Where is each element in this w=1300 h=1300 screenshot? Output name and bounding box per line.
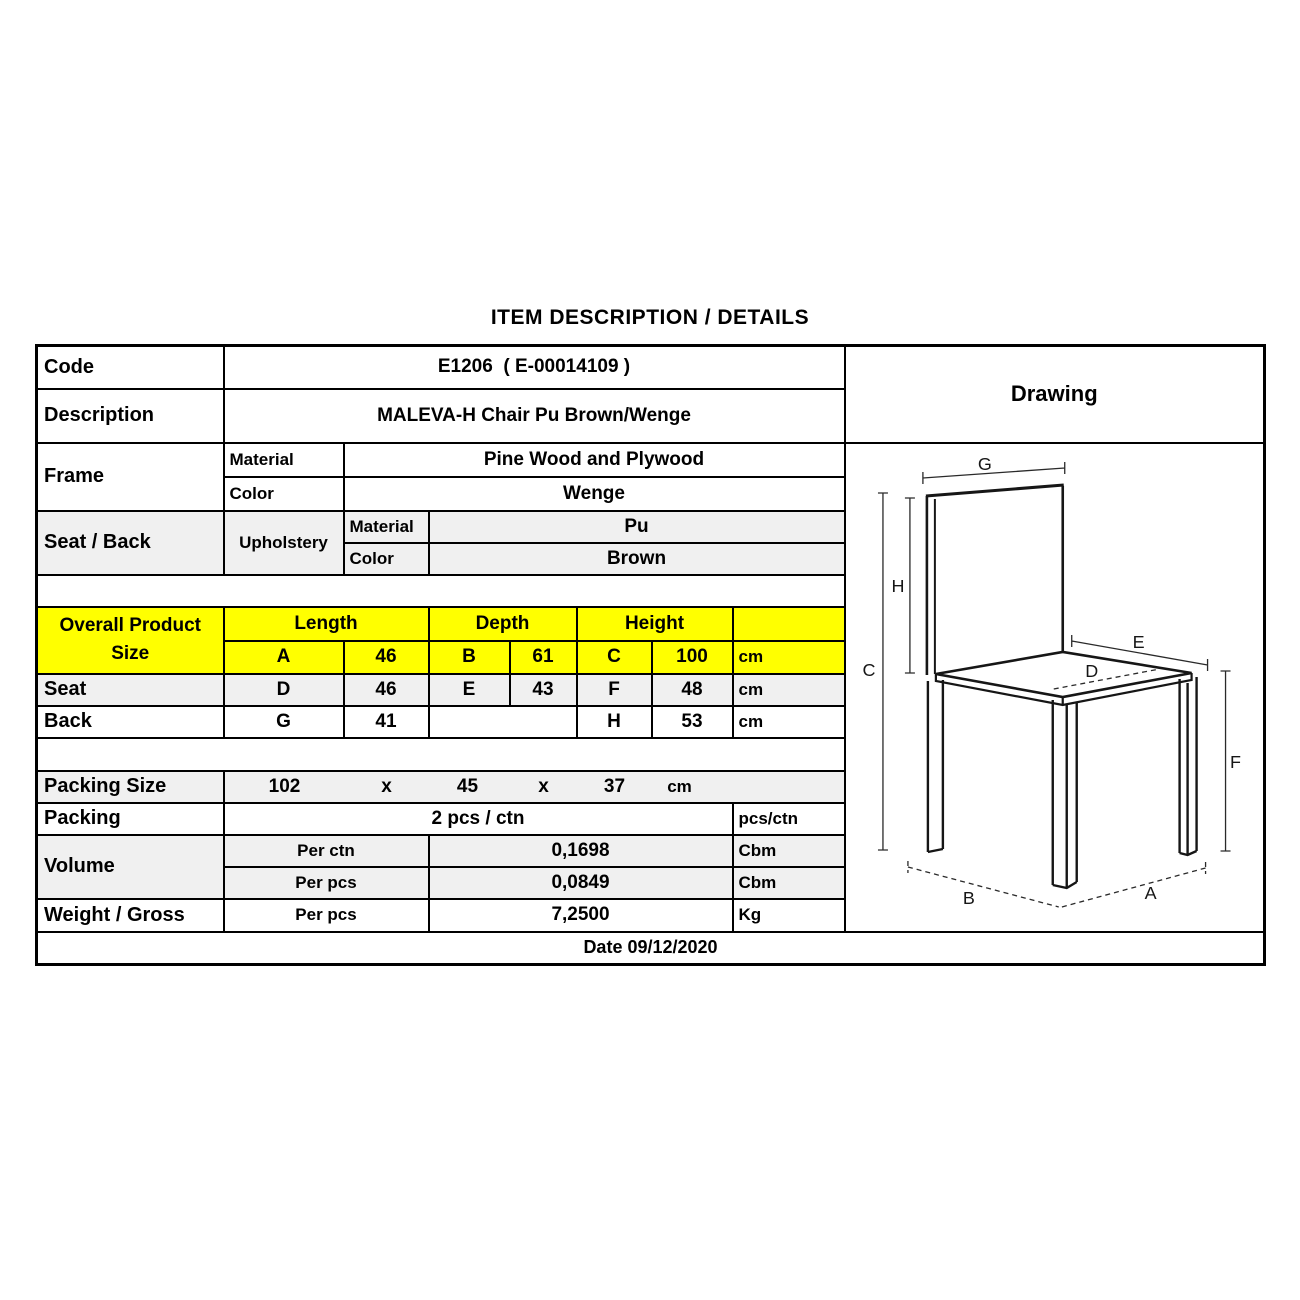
empty-cell xyxy=(429,706,577,738)
volume-per-ctn-value: 0,1698 xyxy=(429,835,733,867)
code-label: Code xyxy=(37,346,224,389)
dimension-label-d: D xyxy=(1084,660,1098,681)
overall-length-value: 46 xyxy=(344,641,429,674)
weight-value: 7,2500 xyxy=(429,899,733,932)
frame-material-row xyxy=(37,443,1265,477)
drawing-panel xyxy=(845,443,1265,932)
volume-label: Volume xyxy=(37,835,224,899)
volume-per-pcs-value: 0,0849 xyxy=(429,867,733,899)
empty-cell xyxy=(37,738,845,771)
chair-drawing xyxy=(846,444,1264,931)
frame-material-label: Material xyxy=(224,443,344,477)
chair-leg-right xyxy=(1179,677,1196,855)
volume-per-pcs-unit: Cbm xyxy=(733,867,845,899)
seatback-material-label: Material xyxy=(344,511,429,543)
date-row xyxy=(37,932,1265,965)
back-height-key: H xyxy=(577,706,652,738)
dimension-label-g: G xyxy=(977,453,992,474)
dimension-label-h: H xyxy=(890,575,904,596)
seatback-label: Seat / Back xyxy=(37,511,224,575)
seat-height-value: 48 xyxy=(652,674,733,706)
empty-cell xyxy=(733,607,845,641)
frame-color-label: Color xyxy=(224,477,344,511)
seat-length-key: D xyxy=(224,674,344,706)
seat-label: Seat xyxy=(37,674,224,706)
dimension-label-f: F xyxy=(1229,751,1241,772)
overall-height-key: C xyxy=(577,641,652,674)
code-row xyxy=(37,346,1265,389)
weight-unit: Kg xyxy=(733,899,845,932)
date-value: Date 09/12/2020 xyxy=(37,932,1265,965)
upholstery-label: Upholstery xyxy=(224,511,344,575)
overall-length-key: A xyxy=(224,641,344,674)
dimension-line-d xyxy=(1053,669,1159,689)
seat-depth-value: 43 xyxy=(510,674,577,706)
chair-seat-top xyxy=(935,652,1191,697)
dimension-line-c xyxy=(877,493,887,850)
drawing-header: Drawing xyxy=(845,346,1265,443)
frame-label: Frame xyxy=(37,443,224,511)
dimension-label-c: C xyxy=(861,659,875,680)
packing-label: Packing xyxy=(37,803,224,835)
overall-depth-key: B xyxy=(429,641,510,674)
description-label: Description xyxy=(37,389,224,443)
chair-leg-front xyxy=(1052,700,1076,888)
dimension-label-a: A xyxy=(1144,882,1157,903)
overall-size-label: Overall Product Size xyxy=(37,607,224,674)
packing-size-values xyxy=(224,771,845,803)
packing-value: 2 pcs / ctn xyxy=(224,803,733,835)
packing-size-times: x xyxy=(381,775,392,797)
back-label: Back xyxy=(37,706,224,738)
dimension-label-b: B xyxy=(962,887,975,908)
code-value: E1206 ( E-00014109 ) xyxy=(224,346,845,389)
dimension-line-b xyxy=(907,861,1058,907)
packing-unit: pcs/ctn xyxy=(733,803,845,835)
packing-size-length: 102 xyxy=(268,775,301,797)
spec-table xyxy=(35,344,1266,966)
seat-unit: cm xyxy=(733,674,845,706)
seatback-color-value: Brown xyxy=(429,543,845,575)
packing-size-width: 45 xyxy=(456,775,479,797)
back-length-value: 41 xyxy=(344,706,429,738)
empty-cell xyxy=(37,575,845,607)
dimension-line-g xyxy=(922,462,1064,484)
seat-depth-key: E xyxy=(429,674,510,706)
depth-header: Depth xyxy=(429,607,577,641)
overall-unit: cm xyxy=(733,641,845,674)
weight-per-pcs-label: Per pcs xyxy=(224,899,429,932)
packing-size-height: 37 xyxy=(603,775,626,797)
volume-per-ctn-unit: Cbm xyxy=(733,835,845,867)
seatback-color-label: Color xyxy=(344,543,429,575)
back-unit: cm xyxy=(733,706,845,738)
chair-leg-left xyxy=(927,680,942,852)
weight-label: Weight / Gross xyxy=(37,899,224,932)
packing-size-unit: cm xyxy=(667,776,692,796)
frame-material-value: Pine Wood and Plywood xyxy=(344,443,845,477)
dimension-line-h xyxy=(904,498,914,673)
packing-size-times: x xyxy=(538,775,549,797)
description-value: MALEVA-H Chair Pu Brown/Wenge xyxy=(224,389,845,443)
page-title: ITEM DESCRIPTION / DETAILS xyxy=(490,306,810,329)
dimension-line-f xyxy=(1220,671,1230,851)
volume-per-ctn-label: Per ctn xyxy=(224,835,429,867)
dimension-label-e: E xyxy=(1132,631,1145,652)
chair-backrest-top xyxy=(925,485,1063,496)
dimension-line-a xyxy=(1061,862,1205,907)
seat-length-value: 46 xyxy=(344,674,429,706)
length-header: Length xyxy=(224,607,429,641)
height-header: Height xyxy=(577,607,733,641)
back-length-key: G xyxy=(224,706,344,738)
chair-seat-edge xyxy=(935,673,1191,705)
packing-size-label: Packing Size xyxy=(37,771,224,803)
overall-depth-value: 61 xyxy=(510,641,577,674)
seat-height-key: F xyxy=(577,674,652,706)
overall-height-value: 100 xyxy=(652,641,733,674)
frame-color-value: Wenge xyxy=(344,477,845,511)
seatback-material-value: Pu xyxy=(429,511,845,543)
volume-per-pcs-label: Per pcs xyxy=(224,867,429,899)
back-height-value: 53 xyxy=(652,706,733,738)
